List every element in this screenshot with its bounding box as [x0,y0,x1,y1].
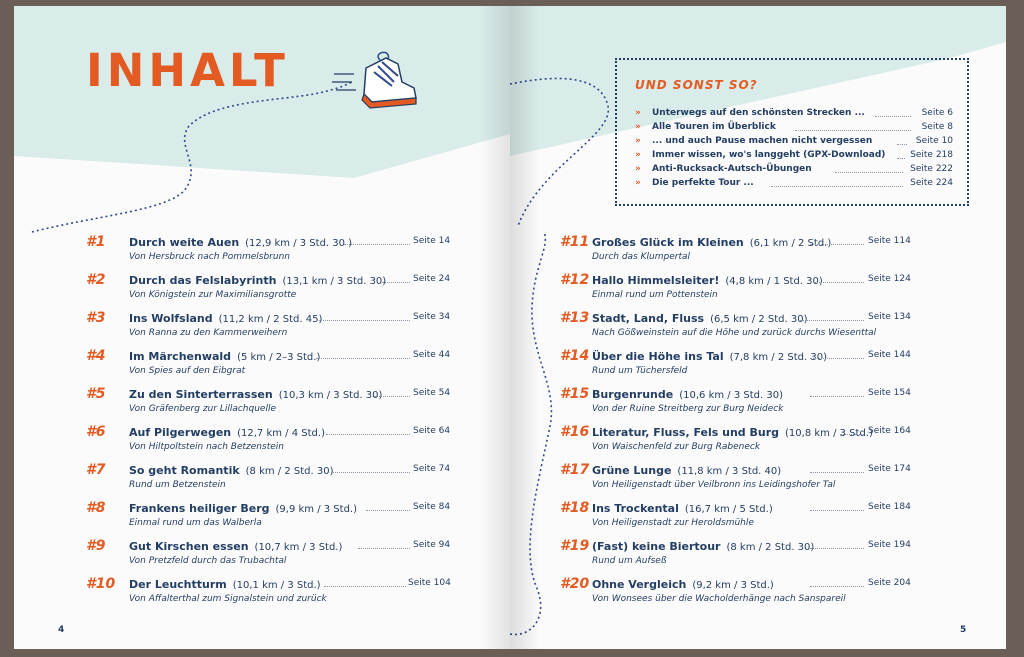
leader-dots [316,358,410,359]
page-reference: Seite 174 [868,464,911,474]
tour-route: Von Affalterthal zum Signalstein und zurück [129,594,327,604]
tour-title: Hallo Himmelsleiter! [592,274,720,287]
page-reference: Seite 64 [413,426,451,436]
page-reference: Seite 204 [868,578,911,588]
extras-item[interactable] [635,178,953,192]
tour-title: Durch das Felslabyrinth [129,274,277,287]
book-cover-right [1006,0,1024,657]
page-reference: Seite 94 [413,540,451,550]
extras-item-label: ... und auch Pause machen nicht vergessen [652,136,873,146]
page-reference: Seite 184 [868,502,911,512]
extras-item[interactable] [635,122,953,136]
leader-dots [382,282,410,283]
tour-route: Nach Gößweinstein auf die Höhe und zurück durchs Wiesenttal [592,328,877,338]
leader-dots [324,586,406,587]
page-reference: Seite 144 [868,350,911,360]
tour-title: Der Leuchtturm [129,578,227,591]
tour-distance: (10,7 km / 3 Std.) [254,542,343,553]
leader-dots [897,144,907,145]
page-reference: Seite 6 [921,108,953,118]
tour-distance: (11,2 km / 2 Std. 45) [218,314,323,325]
extras-item-label: Anti-Rucksack-Autsch-Übungen [652,164,812,174]
tour-title: Grüne Lunge [592,464,672,477]
tour-title: Im Märchenwald [129,350,232,363]
leader-dots [358,548,410,549]
leader-dots [810,472,864,473]
tour-distance: (4,8 km / 1 Std. 30) [725,276,823,287]
extras-item[interactable] [635,150,953,164]
page-reference: Seite 84 [413,502,451,512]
tour-title: (Fast) keine Biertour [592,540,721,553]
tour-distance: (8 km / 2 Std. 30) [726,542,815,553]
chevron-right-icon: » [635,108,641,118]
toc-entry[interactable] [14,236,510,272]
tour-distance: (12,9 km / 3 Std. 30 ) [245,238,353,249]
leader-dots [795,130,911,131]
right-page [510,6,1006,649]
tour-number: #20 [560,576,590,592]
extras-item-label: Die perfekte Tour ... [652,178,754,188]
extras-item[interactable] [635,108,953,122]
tour-title: Ins Wolfsland [129,312,213,325]
tour-title: Durch weite Auen [129,236,240,249]
tour-number: #19 [560,538,590,554]
toc-entry[interactable] [510,502,1006,538]
tour-distance: (7,8 km / 2 Std. 30) [729,352,827,363]
tour-title: Ins Trockental [592,502,679,515]
tour-number: #8 [86,500,106,516]
toc-entry[interactable] [14,464,510,500]
leader-dots [810,282,864,283]
tour-distance: (10,6 km / 3 Std. 30) [679,390,783,401]
extras-item-label: Unterwegs auf den schönsten Strecken ... [652,108,865,118]
page-reference: Seite 24 [413,274,451,284]
page-number: 4 [58,625,65,635]
toc-entry[interactable] [14,426,510,462]
tour-number: #12 [560,272,590,288]
toc-entry[interactable] [510,274,1006,310]
tour-route: Von Hiltpoltstein nach Betzenstein [129,442,284,452]
page-reference: Seite 134 [868,312,911,322]
tour-number: #10 [86,576,116,592]
page-reference: Seite 8 [921,122,953,132]
tour-number: #9 [86,538,106,554]
tour-route: Von Heiligenstadt über Veilbronn ins Leidingshofer Tal [592,480,836,490]
toc-entry[interactable] [510,236,1006,272]
page-reference: Seite 218 [910,150,953,160]
tour-number: #1 [86,234,106,250]
page-reference: Seite 44 [413,350,451,360]
tour-title: Burgenrunde [592,388,674,401]
tour-route: Von Heiligenstadt zur Heroldsmühle [592,518,754,528]
page-reference: Seite 222 [910,164,953,174]
chevron-right-icon: » [635,150,641,160]
page-number: 5 [960,625,967,635]
tour-distance: (11,8 km / 3 Std. 40) [677,466,782,477]
toc-entry[interactable] [14,312,510,348]
tour-title: Zu den Sinterterrassen [129,388,273,401]
leader-dots [810,586,864,587]
leader-dots [875,116,911,117]
toc-entry[interactable] [14,388,510,424]
tour-route: Von Spies auf den Eibgrat [129,366,246,376]
tour-route: Durch das Klumpertal [592,252,690,262]
toc-entry[interactable] [510,312,1006,348]
leader-dots [374,396,410,397]
tour-distance: (16,7 km / 5 Std.) [684,504,773,515]
tour-route: Einmal rund um Pottenstein [592,290,718,300]
page-reference: Seite 224 [910,178,953,188]
page-reference: Seite 10 [915,136,953,146]
tour-number: #14 [560,348,590,364]
leader-dots [771,186,903,187]
extras-item-label: Alle Touren im Überblick [652,122,776,132]
tour-distance: (10,1 km / 3 Std.) [232,580,321,591]
leader-dots [316,320,410,321]
tour-title: Über die Höhe ins Tal [592,350,724,363]
tour-number: #6 [86,424,106,440]
tour-distance: (10,8 km / 3 Std.) [785,428,873,439]
tour-route: Rund um Tüchersfeld [592,366,688,376]
page-reference: Seite 154 [868,388,911,398]
tour-title: Stadt, Land, Fluss [592,312,705,325]
tour-title: Auf Pilgerwegen [129,426,232,439]
toc-entry[interactable] [14,578,510,614]
tour-number: #5 [86,386,106,402]
tour-title: Ohne Vergleich [592,578,687,591]
leader-dots [810,358,864,359]
extras-item[interactable] [635,136,953,150]
book-cover-bottom [0,648,1024,657]
tour-distance: (9,2 km / 3 Std.) [692,580,774,591]
extras-item-label: Immer wissen, wo's langgeht (GPX-Download) [652,150,886,160]
tour-title: Frankens heiliger Berg [129,502,270,515]
tour-distance: (9,9 km / 3 Std.) [275,504,357,515]
toc-entry[interactable] [14,502,510,538]
tour-number: #2 [86,272,106,288]
page-reference: Seite 54 [413,388,451,398]
tour-distance: (10,3 km / 3 Std. 30) [278,390,383,401]
hiking-boot-icon [332,52,422,122]
toc-entry[interactable] [510,388,1006,424]
tour-route: Von der Ruine Streitberg zur Burg Neideck [592,404,784,414]
tour-route: Von Waischenfeld zur Burg Rabeneck [592,442,761,452]
page-reference: Seite 14 [413,236,451,246]
gutter-shadow [480,6,510,649]
toc-entry[interactable] [510,426,1006,462]
leader-dots [835,172,903,173]
toc-entry[interactable] [510,350,1006,386]
leader-dots [810,548,864,549]
tour-distance: (6,1 km / 2 Std.) [749,238,832,249]
tour-number: #13 [560,310,590,326]
tour-title: So geht Romantik [129,464,240,477]
extras-box [615,58,969,206]
chevron-right-icon: » [635,178,641,188]
tour-number: #3 [86,310,106,326]
page-reference: Seite 34 [413,312,451,322]
tour-route: Von Wonsees über die Wacholderhänge nach Sanspareil [592,594,846,604]
page-reference: Seite 194 [868,540,911,550]
chevron-right-icon: » [635,122,641,132]
page-title: INHALT [86,44,289,97]
chevron-right-icon: » [635,164,641,174]
tour-number: #18 [560,500,590,516]
tour-distance: (13,1 km / 3 Std. 30) [282,276,387,287]
toc-entry[interactable] [14,274,510,310]
tour-number: #11 [560,234,590,250]
leader-dots [332,472,410,473]
toc-entry[interactable] [510,540,1006,576]
tour-route: Von Gräfenberg zur Lillachquelle [129,404,276,414]
tour-title: Literatur, Fluss, Fels und Burg [592,426,780,439]
extras-item[interactable] [635,164,953,178]
tour-route: Einmal rund um das Walberla [129,518,262,528]
toc-entry[interactable] [14,540,510,576]
tour-number: #17 [560,462,590,478]
left-page [14,6,510,649]
tour-number: #7 [86,462,106,478]
leader-dots [800,320,864,321]
tour-number: #4 [86,348,106,364]
leader-dots [810,510,864,511]
tour-title: Großes Glück im Kleinen [592,236,744,249]
tour-distance: (5 km / 2–3 Std.) [237,352,321,363]
gutter-shadow [510,6,540,649]
tour-route: Rund um Aufseß [592,556,667,566]
leader-dots [810,244,864,245]
leader-dots [326,434,410,435]
toc-entry[interactable] [510,464,1006,500]
leader-dots [840,434,864,435]
page-reference: Seite 114 [868,236,911,246]
tour-number: #15 [560,386,590,402]
tour-distance: (6,5 km / 2 Std. 30) [710,314,808,325]
tour-route: Rund um Betzenstein [129,480,226,490]
page-reference: Seite 104 [408,578,451,588]
tour-route: Von Königstein zur Maximiliansgrotte [129,290,297,300]
tour-number: #16 [560,424,590,440]
page-reference: Seite 74 [413,464,451,474]
book-cover-left [0,0,14,657]
leader-dots [810,396,864,397]
page-reference: Seite 124 [868,274,911,284]
leader-dots [344,244,410,245]
toc-entry[interactable] [14,350,510,386]
leader-dots [366,510,410,511]
leader-dots [897,158,905,159]
toc-entry[interactable] [510,578,1006,614]
extras-heading: UND SONST SO? [635,78,758,92]
tour-distance: (8 km / 2 Std. 30) [245,466,334,477]
tour-title: Gut Kirschen essen [129,540,249,553]
tour-route: Von Ranna zu den Kammerweihern [129,328,288,338]
tour-route: Von Hersbruck nach Pommelsbrunn [129,252,290,262]
tour-route: Von Pretzfeld durch das Trubachtal [129,556,287,566]
chevron-right-icon: » [635,136,641,146]
tour-distance: (12,7 km / 4 Std.) [237,428,325,439]
page-reference: Seite 164 [868,426,911,436]
